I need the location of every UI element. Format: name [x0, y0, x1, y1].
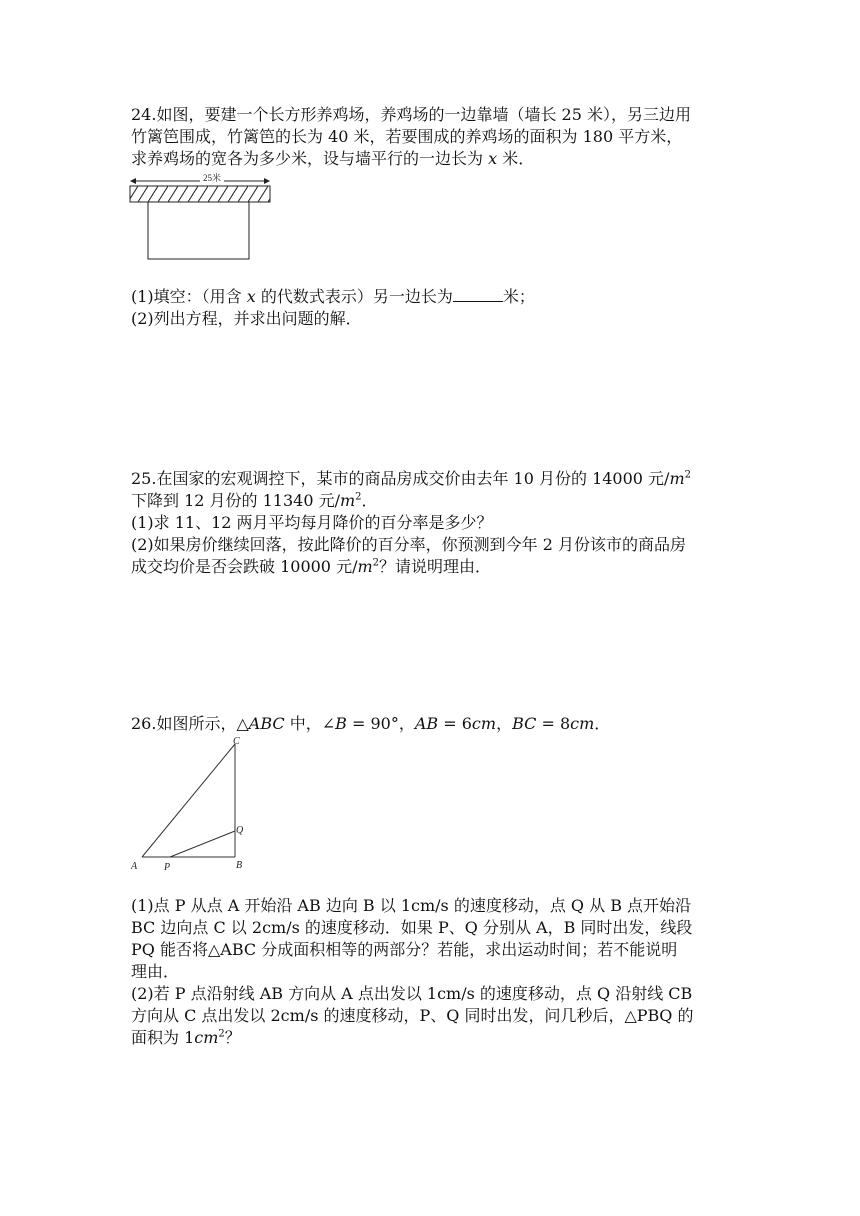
enclosure-rect: [148, 202, 249, 259]
q25-line-2: 下降到 12 月份的 11340 元$/m^2$．: [131, 491, 378, 510]
question-25: [131, 468, 731, 578]
q25-line-1: 25.在国家的宏观调控下，某市的商品房成交价由去年 10 月份的 14000 元$/m^2$: [131, 469, 691, 488]
q24-line-1: 24.如图，要建一个长方形养鸡场，养鸡场的一边靠墙（墙长 25 米），另三边用: [131, 105, 691, 124]
q24-line-3: 求养鸡场的宽各为多少米，设与墙平行的一边长为 x 米．: [131, 149, 535, 168]
q26-parts: [131, 895, 731, 1049]
q24-parts: [131, 286, 731, 330]
q24-figure: [128, 170, 274, 262]
q26-p1-line-1: (1)点 P 从点 A 开始沿 AB 边向 B 以 1cm/s 的速度移动，点 Q 从 B 点开始沿: [131, 896, 692, 915]
answer-blank[interactable]: [453, 287, 503, 302]
q24-var-x: x: [488, 149, 498, 168]
q26-intro: 26.如图所示，△ABC 中，∠B = 90°，AB = 6cm，BC = 8cm．: [131, 714, 611, 733]
q25-line-3: (1)求 11、12 两月平均每月降价的百分率是多少？: [131, 513, 493, 532]
q24-part-2: (2)列出方程，并求出问题的解．: [131, 309, 362, 328]
q24-part-1: (1)填空：（用含 x 的代数式表示）另一边长为 米；: [131, 287, 535, 306]
label-C: C: [233, 736, 240, 747]
q26-p1-line-2: BC 边向点 C 以 2cm/s 的速度移动．如果 P、Q 分别从 A，B 同时出发，线段: [131, 918, 693, 937]
wall-length-label: 25米: [202, 173, 222, 183]
label-B: B: [236, 860, 243, 871]
label-Q: Q: [236, 825, 244, 836]
q26-p1-line-4: 理由．: [131, 962, 180, 981]
q26-p2-line-3: 面积为 $1cm^2$？: [131, 1028, 241, 1047]
segment-PQ: [170, 831, 235, 857]
label-P: P: [164, 862, 171, 873]
q26-p2-line-2: 方向从 C 点出发以 2cm/s 的速度移动，P、Q 同时出发，问几秒后，△PBQ 的: [131, 1006, 694, 1025]
q24-line-2: 竹篱笆围成，竹篱笆的长为 40 米，若要围成的养鸡场的面积为 180 平方米，: [131, 127, 683, 146]
label-A: A: [131, 861, 138, 872]
q25-line-4: (2)如果房价继续回落，按此降价的百分率，你预测到今年 2 月份该市的商品房: [131, 535, 687, 554]
question-24: [131, 104, 731, 170]
q26-triangle-figure: [128, 734, 258, 874]
q26-p1-line-3: PQ 能否将△ABC 分成面积相等的两部分？若能，求出运动时间；若不能说明: [131, 940, 678, 959]
q26-p2-line-1: (2)若 P 点沿射线 AB 方向从 A 点出发以 1cm/s 的速度移动，点 Q 沿射线 CB: [131, 984, 693, 1003]
q25-line-5: 成交均价是否会跌破 10000 元$/m^2$？请说明理由．: [131, 557, 492, 576]
question-26: [131, 713, 731, 735]
side-AC: [142, 744, 235, 857]
wall-hatch: [130, 186, 270, 202]
